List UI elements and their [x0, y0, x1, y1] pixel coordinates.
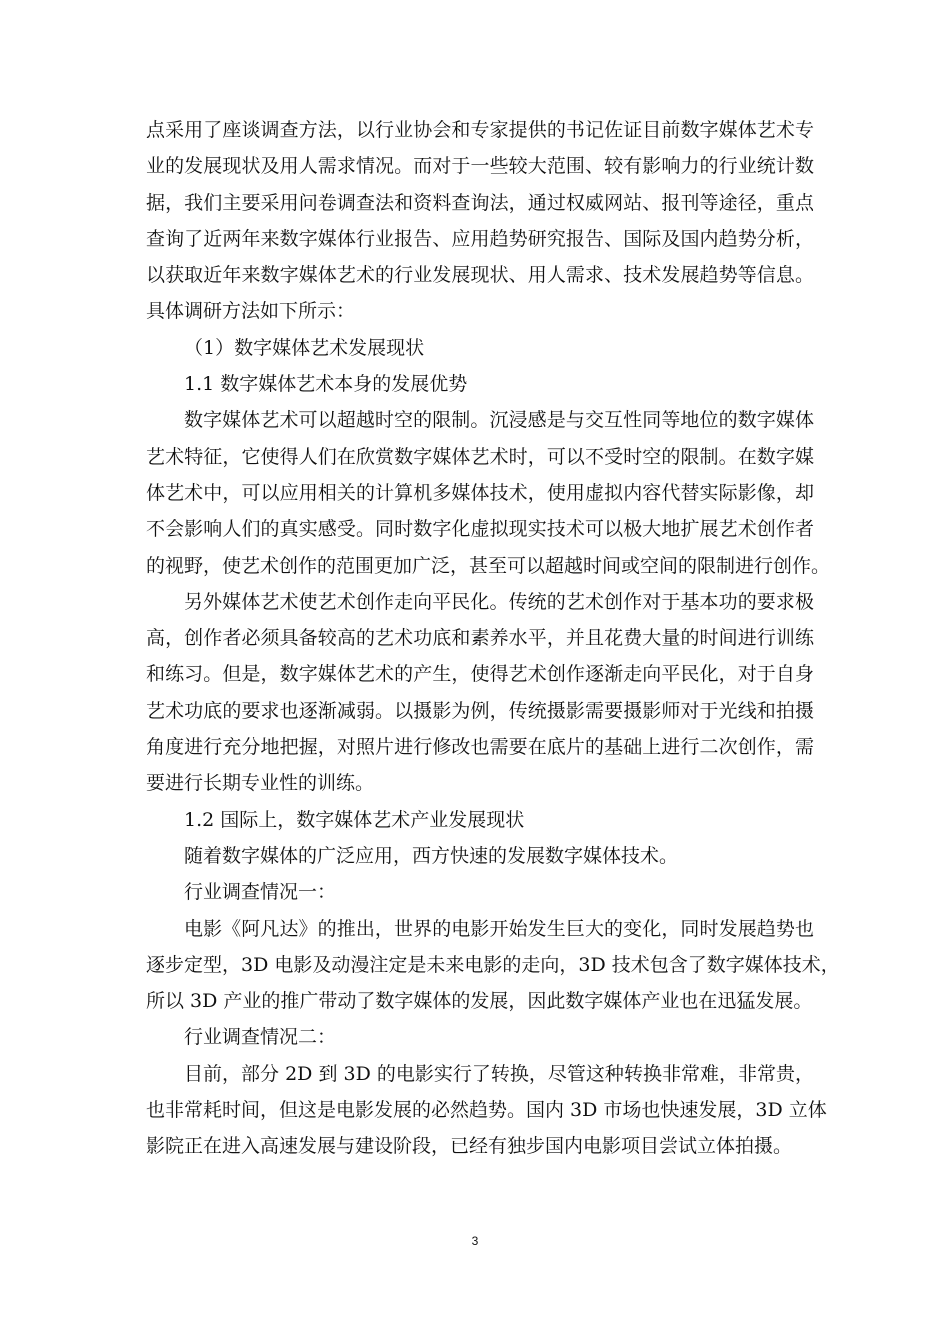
- text-line: 行业调查情况二：: [184, 1026, 337, 1049]
- text-line: 所以 3D 产业的推广带动了数字媒体的发展，因此数字媒体产业也在迅猛发展。: [146, 990, 813, 1013]
- text-line: 的视野，使艺术创作的范围更加广泛，甚至可以超越时间或空间的限制进行创作。: [146, 554, 831, 577]
- text-line: 影院正在进入高速发展与建设阶段，已经有独步国内电影项目尝试立体拍摄。: [146, 1135, 793, 1158]
- text-line: 体艺术中，可以应用相关的计算机多媒体技术，使用虚拟内容代替实际影像，却: [146, 481, 814, 504]
- text-line: 和练习。但是，数字媒体艺术的产生，使得艺术创作逐渐走向平民化，对于自身: [146, 663, 814, 686]
- text-line: 角度进行充分地把握，对照片进行修改也需要在底片的基础上进行二次创作，需: [146, 736, 814, 759]
- text-line: 具体调研方法如下所示：: [146, 300, 356, 323]
- text-line: 1.1 数字媒体艺术本身的发展优势: [184, 373, 468, 396]
- text-line: 数字媒体艺术可以超越时空的限制。沉浸感是与交互性同等地位的数字媒体: [184, 409, 814, 432]
- text-line: （1）数字媒体艺术发展现状: [184, 336, 425, 359]
- text-line: 1.2 国际上，数字媒体艺术产业发展现状: [184, 808, 525, 831]
- text-line: 艺术功底的要求也逐渐减弱。以摄影为例，传统摄影需要摄影师对于光线和拍摄: [146, 699, 814, 722]
- text-line: 点采用了座谈调查方法，以行业协会和专家提供的书记佐证目前数字媒体艺术专: [146, 119, 814, 141]
- text-line: 高，创作者必须具备较高的艺术功底和素养水平，并且花费大量的时间进行训练: [146, 627, 814, 650]
- text-line: 据，我们主要采用问卷调查法和资料查询法，通过权威网站、报刊等途径，重点: [146, 191, 814, 214]
- text-line: 目前，部分 2D 到 3D 的电影实行了转换，尽管这种转换非常难，非常贵，: [184, 1062, 814, 1085]
- text-line: 业的发展现状及用人需求情况。而对于一些较大范围、较有影响力的行业统计数: [146, 155, 814, 178]
- document-body: [146, 112, 840, 1165]
- page-number: 3: [471, 1234, 479, 1248]
- text-line: 不会影响人们的真实感受。同时数字化虚拟现实技术可以极大地扩展艺术创作者: [146, 518, 814, 541]
- text-line: 行业调查情况一：: [184, 881, 337, 904]
- text-line: 逐步定型，3D 电影及动漫注定是未来电影的走向，3D 技术包含了数字媒体技术，: [146, 953, 840, 976]
- text-line: 查询了近两年来数字媒体行业报告、应用趋势研究报告、国际及国内趋势分析，: [146, 227, 814, 250]
- text-line: 另外媒体艺术使艺术创作走向平民化。传统的艺术创作对于基本功的要求极: [184, 590, 814, 613]
- text-line: 艺术特征，它使得人们在欣赏数字媒体艺术时，可以不受时空的限制。在数字媒: [146, 445, 814, 468]
- text-line: 以获取近年来数字媒体艺术的行业发展现状、用人需求、技术发展趋势等信息。: [146, 264, 814, 287]
- text-line: 要进行长期专业性的训练。: [146, 772, 375, 795]
- text-line: 也非常耗时间，但这是电影发展的必然趋势。国内 3D 市场也快速发展，3D 立体: [146, 1099, 827, 1122]
- text-line: 随着数字媒体的广泛应用，西方快速的发展数字媒体技术。: [184, 844, 679, 867]
- text-line: 电影《阿凡达》的推出，世界的电影开始发生巨大的变化，同时发展趋势也: [184, 917, 814, 940]
